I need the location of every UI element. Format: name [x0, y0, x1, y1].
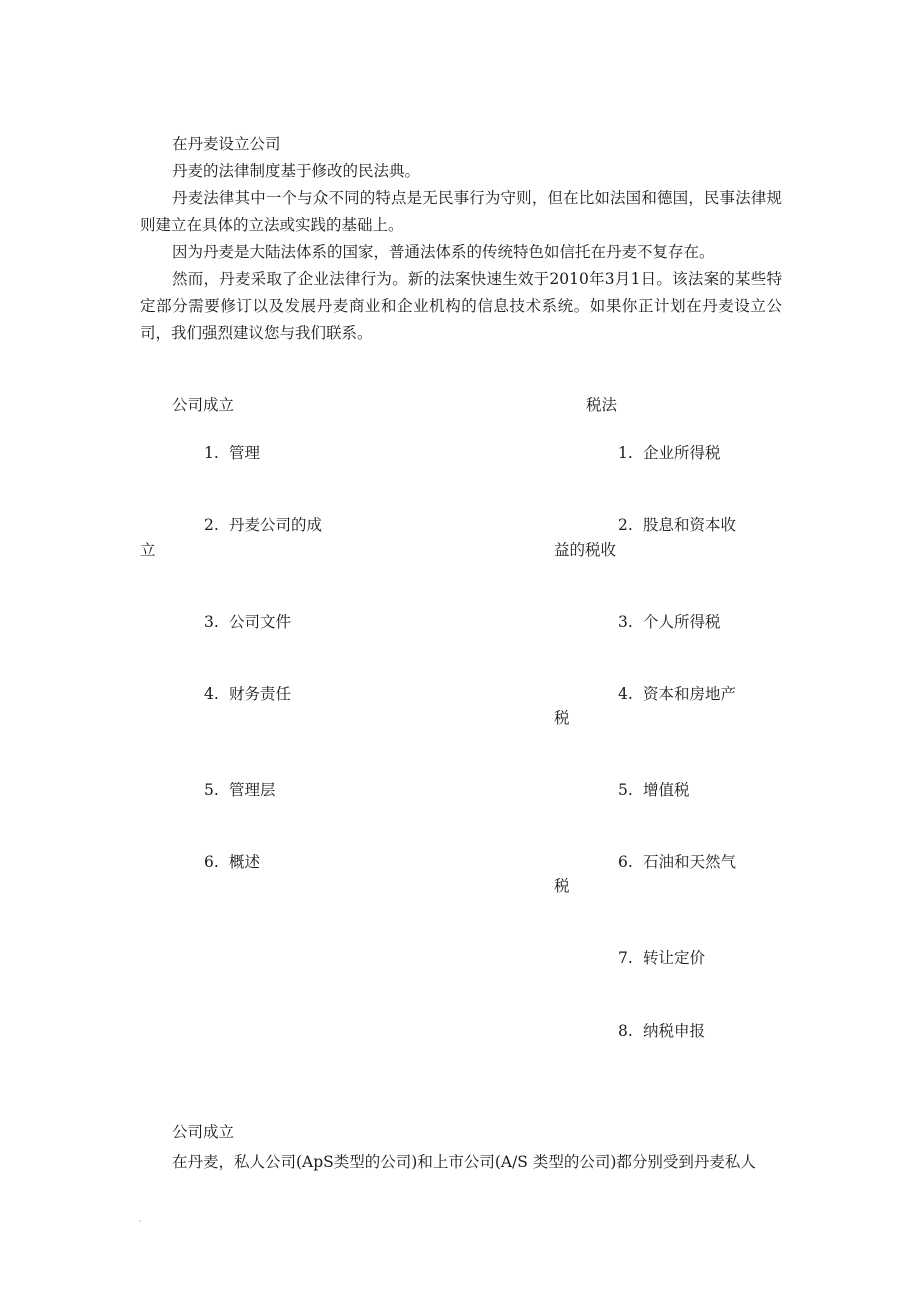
right-item-number: 5.	[618, 781, 633, 799]
right-item-number: 6.	[618, 853, 633, 871]
right-item-text: 石油和天然气	[643, 853, 737, 871]
left-item-number: 4.	[204, 685, 219, 703]
left-item-number: 5.	[204, 781, 219, 799]
right-item-continuation: 税	[554, 877, 570, 895]
right-item-text: 个人所得税	[643, 613, 721, 631]
right-item-text: 转让定价	[643, 949, 706, 967]
left-item-text: 概述	[229, 853, 261, 871]
left-item-number: 2.	[204, 516, 219, 534]
intro-paragraph: 丹麦的法律制度基于修改的民法典。	[172, 162, 421, 180]
left-list-item	[204, 442, 260, 464]
left-list-item	[204, 514, 322, 536]
left-item-text: 财务责任	[229, 685, 292, 703]
left-item-text: 丹麦公司的成	[229, 516, 323, 534]
right-item-number: 4.	[618, 685, 633, 703]
document-title: 在丹麦设立公司	[172, 135, 281, 153]
left-item-text: 公司文件	[229, 613, 292, 631]
right-item-text: 股息和资本收	[643, 516, 737, 534]
right-item-number: 7.	[618, 949, 633, 967]
left-item-number: 6.	[204, 853, 219, 871]
right-item-text: 资本和房地产	[643, 685, 737, 703]
left-list-item	[204, 851, 260, 873]
left-item-number: 3.	[204, 613, 219, 631]
left-list-item	[204, 611, 291, 633]
left-item-text: 管理	[229, 444, 261, 462]
intro-paragraph: 因为丹麦是大陆法体系的国家，普通法体系的传统特色如信托在丹麦不复存在。	[172, 243, 715, 261]
right-item-number: 3.	[618, 613, 633, 631]
left-item-text: 管理层	[229, 781, 276, 799]
right-item-text: 纳税申报	[643, 1022, 706, 1040]
right-list-item	[618, 1020, 705, 1042]
right-list-item	[618, 779, 690, 801]
right-item-text: 企业所得税	[643, 444, 721, 462]
page-mark	[139, 1220, 141, 1222]
right-item-continuation: 益的税收	[554, 541, 617, 559]
left-item-number: 1.	[204, 444, 219, 462]
right-list-item	[618, 442, 721, 464]
right-list-item	[618, 683, 736, 705]
intro-paragraphs	[140, 158, 782, 347]
left-list-item	[204, 779, 276, 801]
section-heading: 公司成立	[172, 1123, 235, 1141]
left-list-item	[204, 683, 291, 705]
right-list-item	[618, 947, 705, 969]
right-item-continuation: 税	[554, 709, 570, 727]
right-column-heading: 税法	[586, 396, 618, 414]
section-paragraph: 在丹麦，私人公司(ApS类型的公司)和上市公司(A/S 类型的公司)都分别受到丹麦私人	[172, 1153, 756, 1171]
right-list-item	[618, 514, 736, 536]
left-column-heading: 公司成立	[172, 396, 235, 414]
right-item-number: 2.	[618, 516, 633, 534]
right-item-number: 8.	[618, 1022, 633, 1040]
right-list-item	[618, 851, 736, 873]
right-list-item	[618, 611, 721, 633]
right-item-number: 1.	[618, 444, 633, 462]
intro-paragraph: 然而，丹麦采取了企业法律行为。新的法案快速生效于2010年3月1日。该法案的某些特定部分需要修订以及发展丹麦商业和企业机构的信息技术系统。如果你正计划在丹麦设立公司，我们强烈建议您与我们联系。	[140, 270, 782, 342]
right-item-text: 增值税	[643, 781, 690, 799]
left-item-continuation: 立	[140, 541, 156, 559]
intro-paragraph: 丹麦法律其中一个与众不同的特点是无民事行为守则，但在比如法国和德国，民事法律规则建立在具体的立法或实践的基础上。	[140, 189, 782, 234]
